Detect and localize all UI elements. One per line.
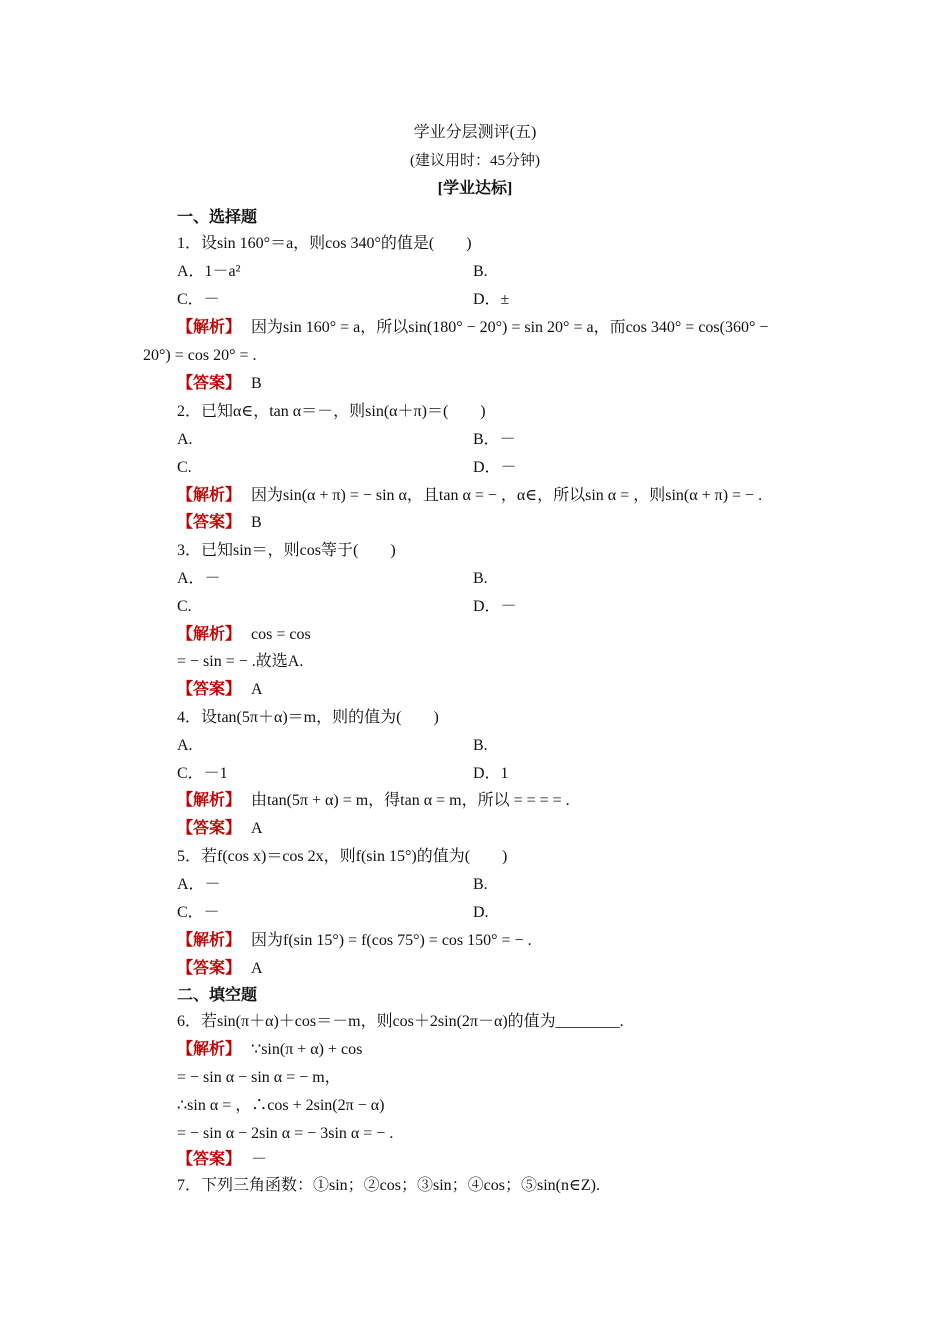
q2-option-b: B．－ (473, 431, 516, 448)
q3-answer-value: A (251, 681, 263, 698)
q6-analysis-text: ∵sin(π + α) + cos (251, 1041, 363, 1058)
q4-option-d: D．1 (473, 765, 509, 782)
suggested-time: (建议用时：45分钟) (410, 153, 540, 169)
q6-answer (177, 1150, 267, 1170)
answer-tag: 【答案】 (177, 1151, 242, 1168)
q6-analysis-line-3: ∴sin α = ，∴cos + 2sin(2π − α) (177, 1097, 385, 1114)
q5-option-b: B. (473, 876, 488, 893)
analysis-tag: 【解析】 (177, 792, 242, 809)
answer-tag: 【答案】 (177, 514, 242, 531)
analysis-tag: 【解析】 (177, 487, 242, 504)
q5-option-a: A．－ (177, 876, 221, 893)
q1-option-a: A．1－a² (177, 263, 241, 280)
section-heading-fill: 二、填空题 (177, 987, 258, 1004)
q1-analysis-cont: 20°) = cos 20° = . (143, 347, 257, 364)
q6-answer-value: － (251, 1151, 268, 1168)
q1-answer-value: B (251, 375, 262, 392)
q5-answer (177, 959, 263, 979)
q5-option-c: C．－ (177, 904, 220, 921)
q3-option-c: C. (177, 598, 192, 615)
question-1-stem: 1．设sin 160°＝a，则cos 340°的值是( ) (177, 235, 472, 252)
q4-option-c: C．－1 (177, 765, 228, 782)
q4-analysis-text: 由tan(5π + α) = m，得tan α = m，所以 = = = = . (251, 792, 570, 809)
q4-analysis (177, 791, 570, 811)
q4-answer-value: A (251, 820, 263, 837)
page-title: 学业分层测评(五) (413, 124, 537, 141)
q2-option-c: C. (177, 459, 192, 476)
q1-analysis (177, 318, 768, 338)
q2-option-a: A. (177, 431, 193, 448)
analysis-tag: 【解析】 (177, 932, 242, 949)
answer-tag: 【答案】 (177, 681, 242, 698)
q5-analysis (177, 931, 532, 951)
q2-answer-value: B (251, 514, 262, 531)
q3-analysis-text: cos = cos (251, 626, 311, 643)
q5-option-d: D. (473, 904, 489, 921)
question-4-stem: 4．设tan(5π＋α)＝m，则的值为( ) (177, 709, 439, 726)
q4-answer (177, 819, 263, 839)
q1-option-b: B. (473, 263, 488, 280)
q5-answer-value: A (251, 960, 263, 977)
question-2-stem: 2．已知α∈，tan α＝－，则sin(α＋π)＝( ) (177, 403, 486, 420)
q6-analysis (177, 1040, 362, 1060)
q2-answer (177, 513, 262, 533)
question-5-stem: 5．若f(cos x)＝cos 2x，则f(sin 15°)的值为( ) (177, 848, 508, 865)
q2-analysis (177, 486, 762, 506)
answer-tag: 【答案】 (177, 960, 242, 977)
q4-option-b: B. (473, 737, 488, 754)
q1-analysis-text: 因为sin 160° = a，所以sin(180° − 20°) = sin 20° = a，而cos 340° = cos(360° − (251, 319, 769, 336)
q3-option-b: B. (473, 570, 488, 587)
question-6-stem: 6．若sin(π＋α)＋cos＝－m，则cos＋2sin(2π－α)的值为________. (177, 1013, 624, 1030)
q1-answer (177, 374, 262, 394)
answer-tag: 【答案】 (177, 375, 242, 392)
q1-option-c: C．－ (177, 291, 220, 308)
q2-option-d: D．－ (473, 459, 517, 476)
q3-option-d: D．－ (473, 598, 517, 615)
answer-tag: 【答案】 (177, 820, 242, 837)
q5-analysis-text: 因为f(sin 15°) = f(cos 75°) = cos 150° = − . (251, 932, 532, 949)
analysis-tag: 【解析】 (177, 1041, 242, 1058)
question-3-stem: 3．已知sin＝，则cos等于( ) (177, 542, 396, 559)
q1-option-d: D．± (473, 291, 510, 308)
analysis-tag: 【解析】 (177, 319, 242, 336)
section-badge: [学业达标] (437, 180, 513, 197)
q4-option-a: A. (177, 737, 193, 754)
q2-analysis-text: 因为sin(α + π) = − sin α，且tan α = − ，α∈，所以sin α = ，则sin(α + π) = − . (251, 487, 763, 504)
question-7-stem: 7．下列三角函数：①sin；②cos；③sin；④cos；⑤sin(n∈Z). (177, 1177, 600, 1194)
q3-option-a: A．－ (177, 570, 221, 587)
q3-answer (177, 680, 263, 700)
analysis-tag: 【解析】 (177, 626, 242, 643)
q6-analysis-line-4: = − sin α − 2sin α = − 3sin α = − . (177, 1125, 394, 1142)
q3-analysis (177, 625, 311, 645)
q6-analysis-line-2: = − sin α − sin α = − m， (177, 1069, 341, 1086)
q3-analysis-cont: = − sin = − .故选A. (177, 653, 304, 670)
section-heading-choice: 一、选择题 (177, 209, 258, 226)
